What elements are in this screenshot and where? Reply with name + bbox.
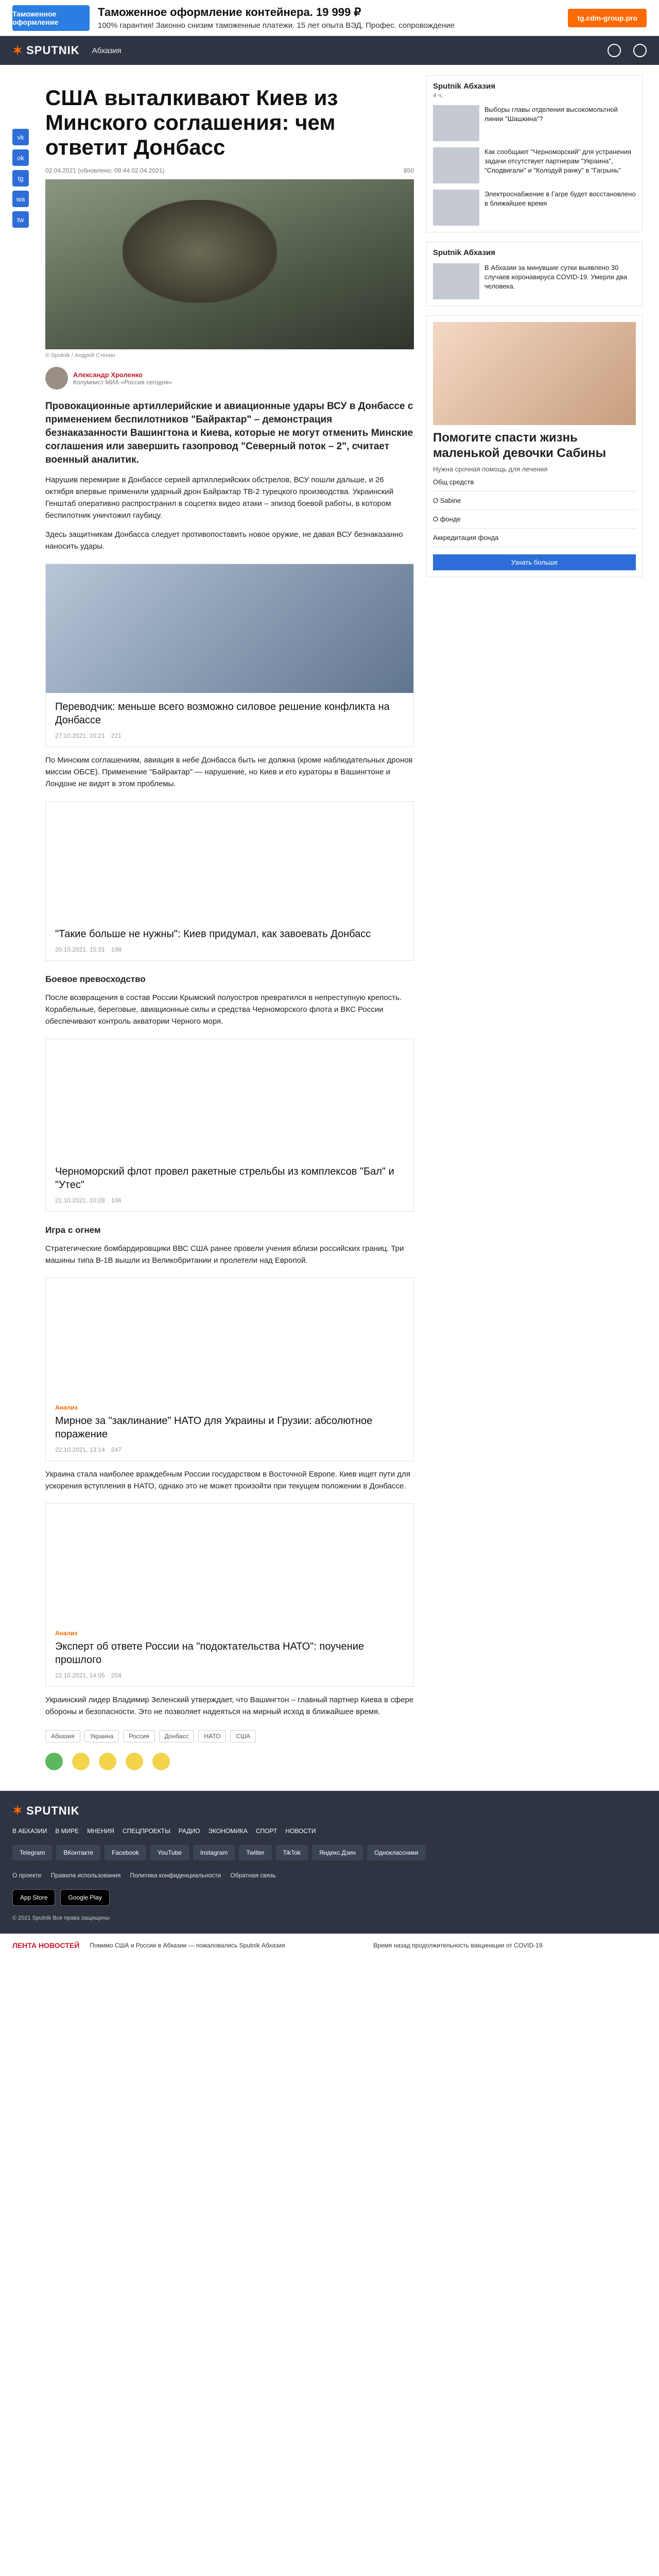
site-logo[interactable]: ✶ SPUTNIK xyxy=(12,43,80,58)
section-heading: Боевое превосходство xyxy=(45,974,146,984)
app-badges xyxy=(12,1889,647,1906)
promo-menu-item[interactable]: Аккредитация фонда xyxy=(433,529,636,547)
tag[interactable]: Украина xyxy=(84,1730,119,1742)
footer-nav-item[interactable]: МНЕНИЯ xyxy=(87,1827,114,1835)
related-card-date: 20.10.2021, 15:31 xyxy=(55,946,105,953)
section-heading: Игра с огнем xyxy=(45,1225,101,1235)
related-card-views: 106 xyxy=(111,1197,122,1204)
ad-subtitle: 100% гарантия! Законно снизим таможенные платежи. 15 лет опыта ВЭД. Профес. сопровождение xyxy=(98,21,455,30)
ticker-label: ЛЕНТА НОВОСТЕЙ xyxy=(12,1941,80,1950)
social-twitter-button[interactable]: Twitter xyxy=(239,1845,271,1860)
ad-title: Таможенное оформление контейнера. 19 999 ₽ xyxy=(98,6,361,19)
related-card-image xyxy=(46,1039,413,1158)
paragraph: По Минским соглашениям, авиация в небе Донбасса быть не должна (кроме наблюдательных дронов миссии ОБСЕ). Применение "Байрактар" — нарушение, но Киев и его кураторы в Вашингтоне и Лондоне не видят в этом проблемы. xyxy=(45,756,413,788)
google-play-button[interactable]: Google Play xyxy=(60,1889,109,1906)
ticker-item[interactable]: Помимо США и России в Абхазии — пожаловались Sputnik Абхазия xyxy=(90,1942,285,1949)
paragraph: Стратегические бомбардировщики ВВС США ранее провели учения вблизи российских границ. Три машины типа В-1В вышли из Великобритании и пролетели над Европой. xyxy=(45,1244,404,1265)
news-thumb xyxy=(433,147,479,183)
paragraph: Украина стала наиболее враждебным России государством в Восточной Европе. Киев ищет пути для ускорения вступления в НАТО, однако это не может произойти при текущем положении в Донбассе. xyxy=(45,1470,410,1490)
star-icon: ✶ xyxy=(12,1804,24,1818)
social-telegram-button[interactable]: Telegram xyxy=(12,1845,52,1860)
share-ok-button[interactable]: ok xyxy=(12,149,29,166)
footer-nav-item[interactable]: ЭКОНОМИКА xyxy=(208,1827,248,1835)
tag[interactable]: Абхазия xyxy=(45,1730,80,1742)
footer-nav xyxy=(12,1827,647,1835)
social-tiktok-button[interactable]: TikTok xyxy=(276,1845,308,1860)
copyright: © 2021 Sputnik Все права защищены xyxy=(12,1915,110,1921)
related-card-title[interactable]: Эксперт об ответе России на "подоктательства НАТО": поучение прошлого xyxy=(55,1641,365,1666)
social-youtube-button[interactable]: YouTube xyxy=(150,1845,189,1860)
paragraph: Здесь защитникам Донбасса следует противопоставить новое оружие, не давая ВСУ безнаказанно наносить удары. xyxy=(45,530,403,551)
related-card-image xyxy=(46,564,413,693)
related-card[interactable] xyxy=(45,1503,414,1687)
author-name[interactable]: Александр Хроленко xyxy=(73,370,143,379)
footer-nav-item[interactable]: СПОРТ xyxy=(255,1827,278,1835)
user-icon[interactable] xyxy=(633,44,647,57)
ticker-item[interactable]: Время назад продолжительность вакцинации от COVID-19 xyxy=(373,1942,543,1949)
footer-nav-item[interactable]: РАДИО xyxy=(178,1827,200,1835)
social-zen-button[interactable]: Яндекс.Дзен xyxy=(312,1845,363,1860)
related-card-title[interactable]: Черноморский флот провел ракетные стрельбы из комплексов "Бал" и "Утес" xyxy=(55,1166,394,1191)
tag[interactable]: Россия xyxy=(123,1730,154,1742)
search-icon[interactable] xyxy=(608,44,621,57)
related-card-date: 27.10.2021, 10:21 xyxy=(55,732,105,739)
reactions xyxy=(45,1753,414,1770)
news-ticker xyxy=(0,1934,659,1957)
site-header xyxy=(0,36,659,65)
promo-menu-item[interactable]: О Sabine xyxy=(433,492,636,510)
promo-text: Нужна срочная помощь для лечения xyxy=(433,465,548,473)
surprise-icon[interactable] xyxy=(99,1753,116,1770)
ad-cta-button[interactable]: tg.cdm-group.pro xyxy=(568,9,647,27)
social-facebook-button[interactable]: Facebook xyxy=(105,1845,146,1860)
related-card-title[interactable]: "Такие больше не нужны": Киев придумал, как завоевать Донбасс xyxy=(55,928,371,940)
footer-logo[interactable]: ✶ SPUTNIK xyxy=(12,1804,80,1818)
footer-nav-item[interactable]: СПЕЦПРОЕКТЫ xyxy=(122,1827,170,1835)
author-role: Колумнист МИА «Россия сегодня» xyxy=(73,378,172,386)
social-instagram-button[interactable]: Instagram xyxy=(193,1845,235,1860)
news-thumb xyxy=(433,190,479,226)
related-card-date: 22.10.2021, 14:05 xyxy=(55,1672,105,1679)
related-card-views: 221 xyxy=(111,732,122,739)
related-card-date: 21.10.2021, 10:28 xyxy=(55,1197,105,1204)
share-wa-button[interactable]: wa xyxy=(12,191,29,207)
related-card-image xyxy=(46,1504,413,1622)
laugh-icon[interactable] xyxy=(72,1753,90,1770)
promo-menu-item[interactable]: Общ средств xyxy=(433,473,636,492)
related-card-date: 22.10.2021, 13:14 xyxy=(55,1446,105,1453)
social-links xyxy=(12,1845,647,1860)
promo-image xyxy=(433,322,636,425)
footer-link[interactable]: О проекте xyxy=(12,1872,42,1879)
sad-icon[interactable] xyxy=(126,1753,143,1770)
social-vk-button[interactable]: ВКонтакте xyxy=(56,1845,100,1860)
related-card-tag: Анализ xyxy=(55,1404,78,1411)
footer-nav-item[interactable]: В АБХАЗИИ xyxy=(12,1827,47,1835)
avatar xyxy=(45,367,68,389)
footer-link[interactable]: Политика конфиденциальности xyxy=(130,1872,221,1879)
footer-nav-item[interactable]: НОВОСТИ xyxy=(285,1827,316,1835)
learn-more-button[interactable]: Узнать больше xyxy=(433,554,636,570)
share-vk-button[interactable]: vk xyxy=(12,129,29,145)
related-card-tag: Анализ xyxy=(55,1630,78,1637)
hero-image xyxy=(45,179,414,349)
share-tg-button[interactable]: tg xyxy=(12,170,29,187)
related-card-image xyxy=(46,1278,413,1397)
list-item[interactable]: Выборы главы отделения высокомольтной линии "Шашкина"? xyxy=(433,105,636,141)
channel-title[interactable]: Sputnik Абхазия xyxy=(433,248,495,257)
related-card[interactable] xyxy=(45,801,414,961)
news-feed-block xyxy=(426,75,643,232)
like-icon[interactable] xyxy=(45,1753,63,1770)
news-thumb xyxy=(433,263,479,299)
related-card-views: 198 xyxy=(111,946,122,953)
star-icon: ✶ xyxy=(12,43,24,58)
news-thumb xyxy=(433,105,479,141)
article-date: 02.04.2021 (обновлено: 09:44 02.04.2021) xyxy=(45,167,165,174)
region-label[interactable]: Абхазия xyxy=(92,46,122,55)
image-caption: © Sputnik / Андрей Стенин xyxy=(45,352,115,359)
related-card-image xyxy=(46,802,413,920)
tag[interactable]: НАТО xyxy=(198,1730,226,1742)
paragraph: Украинский лидер Владимир Зеленский утверждает, что Вашингтон – главный партнер Киева в сфере обороны и безопасности. Это не позволяет надеяться на мирный исход в ближайшее время. xyxy=(45,1696,414,1716)
ad-logo: Таможенное оформление xyxy=(12,5,90,31)
footer-link[interactable]: Обратная связь xyxy=(230,1872,276,1879)
related-card-title[interactable]: Переводчик: меньше всего возможно силовое решение конфликта на Донбассе xyxy=(55,701,390,726)
list-item[interactable]: Электроснабжение в Гагре будет восстановлено в ближайшее время xyxy=(433,190,636,226)
social-ok-button[interactable]: Одноклассники xyxy=(367,1845,426,1860)
channel-title[interactable]: Sputnik Абхазия xyxy=(433,82,495,91)
footer-nav-item[interactable]: В МИРЕ xyxy=(55,1827,79,1835)
related-card[interactable] xyxy=(45,1278,414,1461)
tag[interactable]: США xyxy=(230,1730,256,1742)
related-card[interactable] xyxy=(45,1039,414,1212)
tag[interactable]: Донбасс xyxy=(159,1730,195,1742)
app-store-button[interactable]: App Store xyxy=(12,1889,55,1906)
article-views: 850 xyxy=(403,167,414,174)
share-tw-button[interactable]: tw xyxy=(12,211,29,228)
promo-block[interactable] xyxy=(426,315,643,577)
tag-list xyxy=(45,1730,414,1742)
footer-link[interactable]: Правила использования xyxy=(50,1872,121,1879)
promo-title: Помогите спасти жизнь маленькой девочки Сабины xyxy=(433,431,606,460)
related-card-views: 247 xyxy=(111,1446,122,1453)
list-item[interactable]: В Абхазии за минувшие сутки выявлено 30 случаев коронавируса COVID-19. Умерли два человека. xyxy=(433,263,636,299)
channel-subtitle: 4 ч. xyxy=(433,92,443,99)
list-item[interactable]: Как сообщают "Черноморский" для устранения задачи отсутствует партнерам "Украина", "Сподвигали" и "Колодуй ранку" в "Гагрынь" xyxy=(433,147,636,183)
promo-menu-item[interactable]: О фонде xyxy=(433,510,636,529)
author[interactable] xyxy=(45,367,414,389)
article-lead: Провокационные артиллерийские и авиационные удары ВСУ в Донбассе с применением беспилотников "Байрактар" – демонстрация безнаказанности Вашингтона и Киева, которые не могут отменить Минские соглашения или завершить газопровод "Северный поток – 2", считает военный аналитик. xyxy=(45,401,413,465)
share-bar xyxy=(12,65,33,1770)
article xyxy=(45,65,414,1770)
article-title: США выталкивают Киев из Минского соглашения: чем ответит Донбасс xyxy=(45,86,338,159)
footer-links xyxy=(12,1872,647,1879)
paragraph: После возвращения в состав России Крымский полуостров превратился в непреступную крепость. Корабельные, береговые, авиационные силы и средства Черноморского флота и ВКС России обеспечивают контроль акватории Черного моря. xyxy=(45,993,402,1026)
angry-icon[interactable] xyxy=(152,1753,170,1770)
related-card-views: 204 xyxy=(111,1672,122,1679)
site-footer xyxy=(0,1791,659,1934)
related-card[interactable] xyxy=(45,564,414,747)
news-feed-block-2 xyxy=(426,242,643,306)
top-ad-banner[interactable] xyxy=(0,0,659,36)
related-card-title[interactable]: Мирное за "заклинание" НАТО для Украины и Грузии: абсолютное поражение xyxy=(55,1415,373,1440)
sidebar xyxy=(426,65,643,1770)
paragraph: Нарушив перемирие в Донбассе серией артиллерийских обстрелов, ВСУ пошли дальше, и 26 октября впервые применили ударный дрон Байрактар ТВ-2 турецкого производства. Украинский Генштаб оперативно распространил в соцсетях видео атаки – эпизод боевой работы, в котором беспилотник уничтожил гаубицу. xyxy=(45,476,394,520)
